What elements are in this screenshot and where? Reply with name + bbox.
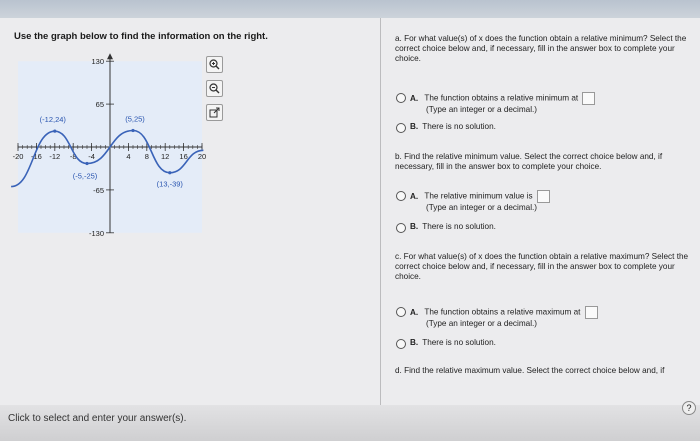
x-tick-label: -20 bbox=[12, 152, 24, 161]
y-tick-label: -130 bbox=[88, 228, 104, 238]
x-tick-label: -12 bbox=[49, 152, 61, 161]
question-c-option-b[interactable]: B. There is no solution. bbox=[396, 338, 496, 349]
extremum-point bbox=[53, 130, 56, 133]
x-tick-label: -4 bbox=[88, 152, 95, 161]
question-b-option-b[interactable]: B. There is no solution. bbox=[396, 222, 496, 233]
y-tick-label: 130 bbox=[91, 57, 104, 67]
x-tick-label: -16 bbox=[30, 152, 42, 161]
radio-c-a[interactable] bbox=[396, 307, 406, 317]
question-b-prompt: b. Find the relative minimum value. Select the correct choice below and, if necessary, fill in the answer box to complete your choice. bbox=[395, 152, 663, 171]
y-tick-label: -65 bbox=[93, 185, 104, 195]
y-tick-label: 65 bbox=[95, 100, 104, 110]
question-d-prompt: d. Find the relative maximum value. Select the correct choice below and, if bbox=[395, 366, 665, 375]
radio-a-b[interactable] bbox=[396, 123, 406, 133]
radio-c-b[interactable] bbox=[396, 339, 406, 349]
x-tick-label: -8 bbox=[69, 152, 77, 161]
radio-a-a[interactable] bbox=[396, 93, 406, 103]
radio-b-a[interactable] bbox=[396, 191, 406, 201]
x-tick-label: 4 bbox=[126, 152, 131, 161]
x-tick-label: 16 bbox=[179, 152, 188, 161]
point-label: (5,25) bbox=[125, 114, 145, 124]
function-graph bbox=[0, 40, 380, 240]
x-tick-label: 8 bbox=[144, 152, 149, 161]
footer-instruction: Click to select and enter your answer(s). bbox=[8, 413, 187, 424]
point-label: (-12,24) bbox=[39, 115, 66, 125]
extremum-point bbox=[168, 171, 171, 174]
point-label: (13,-39) bbox=[156, 179, 183, 189]
panel-divider bbox=[380, 18, 381, 418]
x-tick-label: 20 bbox=[197, 152, 207, 161]
answer-box-c[interactable] bbox=[585, 306, 598, 319]
zoom-out-icon[interactable] bbox=[206, 80, 223, 97]
instructions: Use the graph below to find the information on the right. bbox=[14, 31, 268, 42]
top-strip bbox=[0, 0, 700, 20]
radio-b-b[interactable] bbox=[396, 223, 406, 233]
question-c-option-a[interactable]: A. The function obtains a relative maximum at (Type an integer or a decimal.) bbox=[396, 306, 598, 329]
answer-box-a[interactable] bbox=[582, 92, 595, 105]
y-axis-arrow bbox=[107, 53, 113, 59]
external-link-icon[interactable] bbox=[206, 104, 223, 121]
question-b-option-a[interactable]: A. The relative minimum value is (Type an integer or a decimal.) bbox=[396, 190, 550, 213]
extremum-point bbox=[85, 162, 88, 165]
x-tick-label: 12 bbox=[161, 152, 170, 161]
question-c-prompt: c. For what value(s) of x does the function obtain a relative maximum? Select the correct choice below and, if necessary, fill in the answer box to complete your choice. bbox=[395, 252, 689, 281]
answer-box-b[interactable] bbox=[537, 190, 550, 203]
question-a-prompt: a. For what value(s) of x does the function obtain a relative minimum? Select the correct choice below and, if necessary, fill in the answer box to complete your choice. bbox=[395, 34, 687, 63]
help-icon[interactable]: ? bbox=[682, 401, 696, 415]
extremum-point bbox=[131, 129, 134, 132]
point-label: (-5,-25) bbox=[72, 171, 98, 181]
zoom-in-icon[interactable] bbox=[206, 56, 223, 73]
question-a-option-b[interactable]: B. There is no solution. bbox=[396, 122, 496, 133]
question-a-option-a[interactable]: A. The function obtains a relative minimum at (Type an integer or a decimal.) bbox=[396, 92, 595, 115]
footer-bar bbox=[0, 405, 700, 441]
